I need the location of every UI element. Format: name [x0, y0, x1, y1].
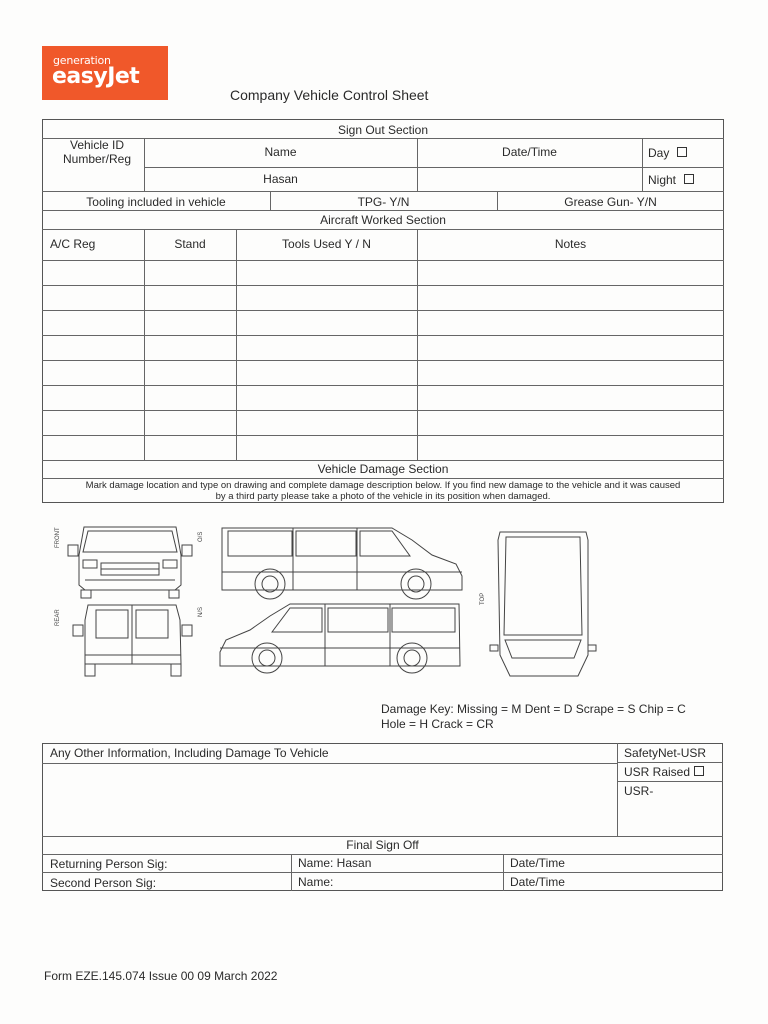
usr-label: USR- — [624, 784, 654, 798]
name-2: Name: — [298, 875, 334, 889]
datetime-1: Date/Time — [510, 856, 565, 870]
van-front-view — [68, 527, 192, 598]
second-person-label: Second Person Sig: — [50, 876, 157, 890]
col-header-stand: Stand — [174, 237, 206, 251]
label-os: O/S — [198, 531, 204, 542]
label-top: TOP — [480, 592, 486, 605]
col-header-ac-reg: A/C Reg — [50, 237, 96, 251]
final-signoff-title: Final Sign Off — [346, 838, 419, 852]
damage-key-line2: Hole = H Crack = CR — [381, 717, 494, 731]
van-nearside-view — [220, 604, 460, 673]
damage-key-line1: Damage Key: Missing = M Dent = D Scrape = S Chip = C — [381, 702, 686, 716]
tpg-label: TPG- Y/N — [357, 195, 410, 209]
tooling-label: Tooling included in vehicle — [86, 195, 226, 209]
name-label: Name — [264, 145, 297, 159]
label-front: FRONT — [55, 527, 61, 548]
page-title: Company Vehicle Control Sheet — [230, 87, 429, 103]
van-top-view — [490, 532, 596, 676]
usr-raised-label: USR Raised — [624, 765, 691, 779]
col-header-notes: Notes — [554, 237, 587, 251]
van-offside-view — [222, 528, 462, 599]
datetime-2: Date/Time — [510, 875, 565, 889]
logo-line1: generation — [53, 54, 111, 67]
name-value: Hasan — [263, 172, 298, 186]
other-info-label: Any Other Information, Including Damage To Vehicle — [50, 746, 329, 760]
label-ns: N/S — [198, 606, 204, 617]
form-footer: Form EZE.145.074 Issue 00 09 March 2022 — [44, 969, 278, 983]
grease-gun-label: Grease Gun- Y/N — [564, 195, 657, 209]
usr-raised-checkbox[interactable] — [694, 766, 704, 776]
day-label: Day — [648, 146, 670, 160]
night-label: Night — [648, 173, 677, 187]
other-info-field[interactable] — [43, 764, 616, 835]
usr-raised-row — [624, 765, 704, 779]
datetime-label: Date/Time — [502, 145, 557, 159]
returning-person-label: Returning Person Sig: — [50, 857, 168, 871]
van-rear-view — [73, 605, 192, 676]
damage-instruction-line2: by a third party please take a photo of the vehicle in its position when damaged. — [215, 491, 551, 502]
sign-out-section-title: Sign Out Section — [337, 123, 429, 137]
damage-instruction-line1: Mark damage location and type on drawing and complete damage description below. If you find new damage to the vehicle and it was caused — [85, 480, 681, 491]
label-rear: REAR — [55, 609, 61, 626]
damage-section-title: Vehicle Damage Section — [317, 462, 449, 476]
aircraft-section-title: Aircraft Worked Section — [320, 213, 446, 227]
safetynet-label: SafetyNet-USR — [624, 746, 707, 760]
vehicle-id-label: Vehicle ID Number/Reg — [62, 138, 132, 166]
logo-line2: easyJet — [52, 64, 140, 89]
col-header-tools-used: Tools Used Y / N — [282, 237, 371, 251]
name-1: Name: Hasan — [298, 856, 372, 870]
